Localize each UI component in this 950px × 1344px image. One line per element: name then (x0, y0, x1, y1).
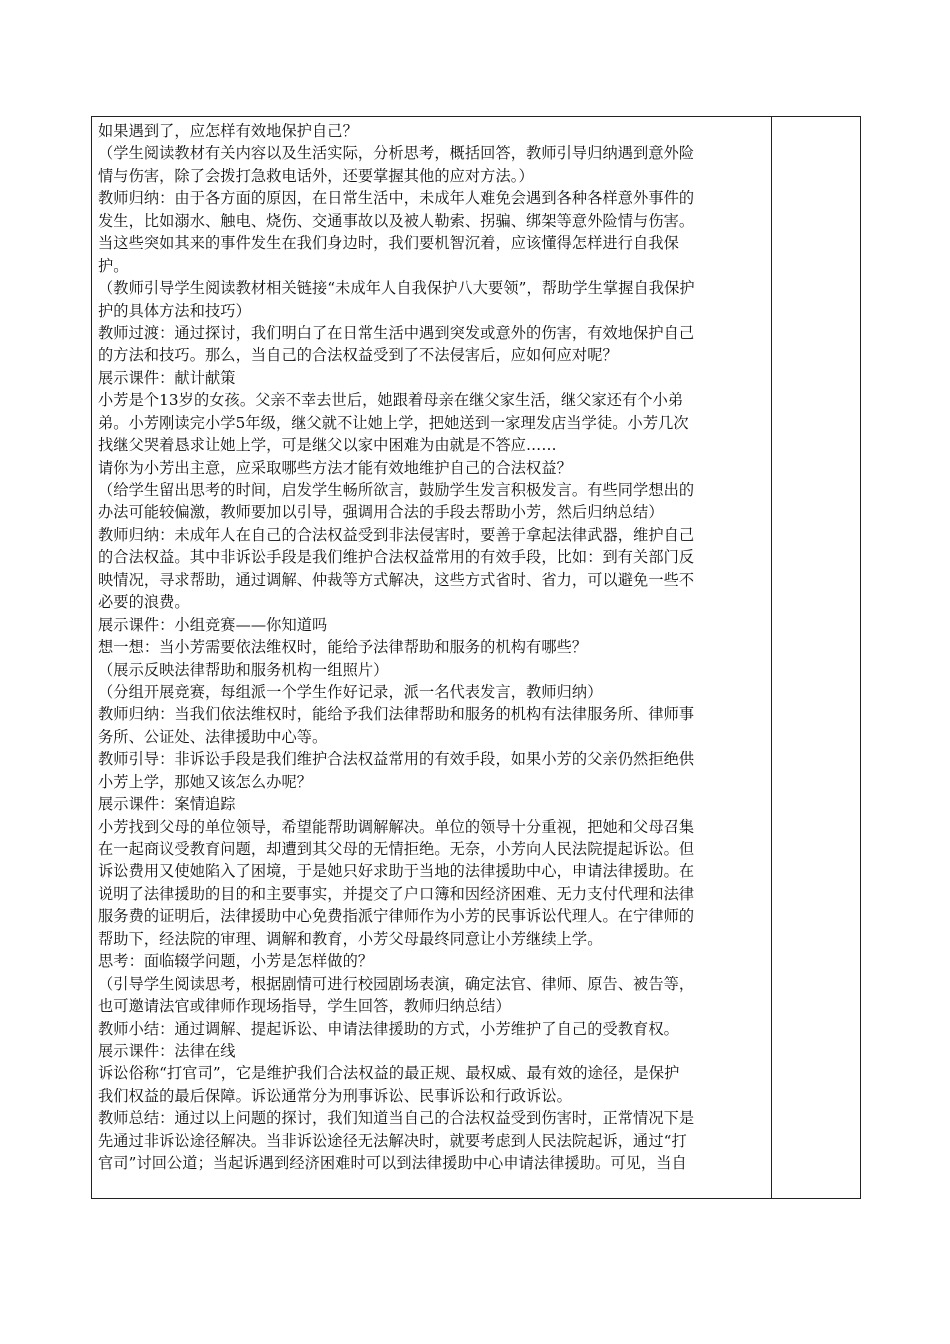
text-line: 在一起商议受教育问题，却遭到其父母的无情拒绝。无奈，小芳向人民法院提起诉讼。但 (98, 840, 695, 858)
text-line: 小芳上学，那她又该怎么办呢？ (98, 772, 313, 791)
text-line: 护的具体方法和技巧） (98, 301, 251, 320)
text-line: 办法可能较偏激，教师要加以引导，强调用合法的手段去帮助小芳，然后归纳总结） (98, 503, 664, 522)
text-line: 护。 (98, 256, 129, 275)
text-line: 教师过渡：通过探讨，我们明白了在日常生活中遇到突发或意外的伤害，有效地保护自己 (98, 323, 695, 342)
text-line: 官司”讨回公道；当起诉遇到经济困难时可以到法律援助中心申请法律援助。可见，当自 (98, 1154, 687, 1173)
text-line: （分组开展竞赛，每组派一个学生作好记录，派一名代表发言，教师归纳） (98, 682, 603, 701)
text-line: （给学生留出思考的时间，启发学生畅所欲言，鼓励学生发言积极发言。有些同学想出的 (98, 481, 695, 499)
text-line: 教师小结：通过调解、提起诉讼、申请法律援助的方式，小芳维护了自己的受教育权。 (98, 1019, 679, 1038)
notes-column-cell (772, 117, 860, 1198)
text-line: 我们权益的最后保障。诉讼通常分为刑事诉讼、民事诉讼和行政诉讼。 (98, 1086, 572, 1105)
text-line: 弟。小芳刚读完小学5年级，继父就不让她上学，把她送到一家理发店当学徒。小芳几次 (98, 413, 689, 432)
text-line: 想一想：当小芳需要依法维权时，能给予法律帮助和服务的机构有哪些？ (98, 638, 588, 657)
text-line: 情与伤害，除了会拨打急救电话外，还要掌握其他的应对方法。） (98, 166, 534, 185)
text-line: 诉讼俗称“打官司”，它是维护我们合法权益的最正规、最权威、最有效的途径，是保护 (98, 1064, 680, 1083)
text-line: 教师引导：非诉讼手段是我们维护合法权益常用的有效手段，如果小芳的父亲仍然拒绝供 (98, 750, 695, 769)
text-line: 必要的浪费。 (98, 593, 190, 612)
text-line: 也可邀请法官或律师作现场指导，学生回答，教师归纳总结） (98, 997, 511, 1016)
text-line: 展示课件：法律在线 (98, 1041, 236, 1060)
text-line: 服务费的证明后，法律援助中心免费指派宁律师作为小芳的民事诉讼代理人。在宁律师的 (98, 907, 695, 926)
text-line: 如果遇到了，应怎样有效地保护自己？ (98, 122, 358, 140)
text-line: 教师归纳：当我们依法维权时，能给予我们法律帮助和服务的机构有法律服务所、律师事 (98, 705, 695, 724)
text-line: 说明了法律援助的目的和主要事实，并提交了户口簿和因经济困难、无力支付代理和法律 (98, 884, 695, 903)
text-line: 教师总结：通过以上问题的探讨，我们知道当自己的合法权益受到伤害时，正常情况下是 (98, 1109, 695, 1128)
text-line: 请你为小芳出主意，应采取哪些方法才能有效地维护自己的合法权益？ (98, 458, 572, 477)
text-line: 展示课件：案情追踪 (98, 795, 236, 814)
text-line: 教师归纳：由于各方面的原因，在日常生活中，未成年人难免会遇到各种各样意外事件的 (98, 189, 695, 208)
text-line: 展示课件：献计献策 (98, 368, 236, 387)
text-line: 找继父哭着恳求让她上学，可是继父以家中困难为由就是不答应…… (98, 436, 557, 455)
text-line: （展示反映法律帮助和服务机构一组照片） (98, 660, 389, 679)
text-line: （学生阅读教材有关内容以及生活实际，分析思考，概括回答，教师引导归纳遇到意外险 (98, 144, 695, 163)
text-line: 先通过非诉讼途径解决。当非诉讼途径无法解决时，就要考虑到人民法院起诉，通过“打 (98, 1131, 687, 1150)
text-line: 的合法权益。其中非诉讼手段是我们维护合法权益常用的有效手段，比如：到有关部门反 (98, 548, 695, 567)
lesson-content-cell (92, 117, 772, 1198)
text-line: 的方法和技巧。那么，当自己的合法权益受到了不法侵害后，应如何应对呢？ (98, 346, 618, 365)
lesson-plan-table (91, 116, 861, 1199)
text-line: 诉讼费用又使她陷入了困境，于是她只好求助于当地的法律援助中心，申请法律援助。在 (98, 862, 695, 881)
text-line: 小芳找到父母的单位领导，希望能帮助调解解决。单位的领导十分重视，把她和父母召集 (98, 817, 695, 836)
text-line: 映情况，寻求帮助，通过调解、仲裁等方式解决，这些方式省时、省力，可以避免一些不 (98, 570, 695, 589)
text-line: 务所、公证处、法律援助中心等。 (98, 727, 328, 746)
text-line: 展示课件：小组竞赛——你知道吗 (98, 615, 328, 634)
text-line: 小芳是个13岁的女孩。父亲不幸去世后，她跟着母亲在继父家生活，继父家还有个小弟 (98, 391, 684, 410)
text-line: （教师引导学生阅读教材相关链接“未成年人自我保护八大要领”，帮助学生掌握自我保护 (98, 279, 695, 298)
text-line: 思考：面临辍学问题，小芳是怎样做的？ (98, 952, 374, 971)
text-line: （引导学生阅读思考，根据剧情可进行校园剧场表演，确定法官、律师、原告、被告等， (98, 974, 695, 993)
text-line: 发生，比如溺水、触电、烧伤、交通事故以及被人勒索、拐骗、绑架等意外险情与伤害。 (98, 211, 695, 230)
text-line: 当这些突如其来的事件发生在我们身边时，我们要机智沉着，应该懂得怎样进行自我保 (98, 234, 679, 253)
text-line: 帮助下，经法院的审理、调解和教育，小芳父母最终同意让小芳继续上学。 (98, 929, 603, 948)
text-line: 教师归纳：未成年人在自己的合法权益受到非法侵害时，要善于拿起法律武器，维护自己 (98, 525, 695, 544)
